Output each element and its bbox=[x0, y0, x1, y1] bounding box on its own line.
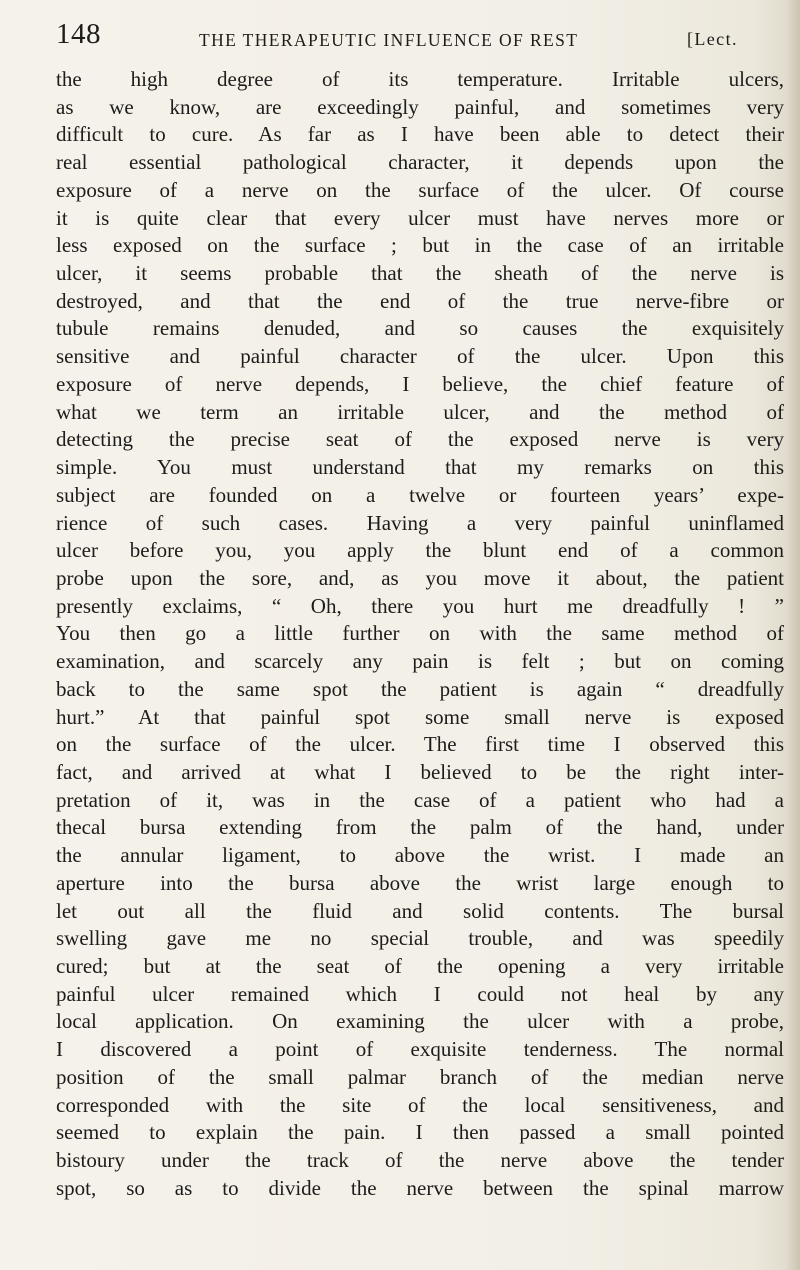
text-line: aperture into the bursa above the wrist large enough to bbox=[56, 870, 784, 895]
text-line: rience of such cases. Having a very painful uninflamed bbox=[56, 510, 784, 535]
text-line: spot, so as to divide the nerve between the spinal marrow bbox=[56, 1175, 784, 1200]
text-line: probe upon the sore, and, as you move it about, the patient bbox=[56, 565, 784, 590]
text-line: thecal bursa extending from the palm of the hand, under bbox=[56, 815, 784, 840]
page-number: 148 bbox=[56, 18, 101, 50]
text-line: local application. On examining the ulcer with a probe, bbox=[56, 1009, 784, 1034]
text-line: subject are founded on a twelve or fourteen years’ expe- bbox=[56, 482, 784, 507]
text-line: pretation of it, was in the case of a patient who had a bbox=[56, 787, 784, 812]
text-line: back to the same spot the patient is again “ dreadfully bbox=[56, 676, 784, 701]
text-line: tubule remains denuded, and so causes the exquisitely bbox=[56, 316, 784, 341]
text-line: sensitive and painful character of the ulcer. Upon this bbox=[56, 344, 784, 369]
text-line: destroyed, and that the end of the true nerve-fibre or bbox=[56, 288, 784, 313]
text-line: position of the small palmar branch of the median nerve bbox=[56, 1064, 784, 1089]
text-line: ulcer before you, you apply the blunt end of a common bbox=[56, 538, 784, 563]
text-line: exposure of a nerve on the surface of the ulcer. Of course bbox=[56, 177, 784, 202]
text-line: the high degree of its temperature. Irritable ulcers, bbox=[56, 67, 784, 91]
text-line: difficult to cure. As far as I have been able to detect their bbox=[56, 122, 784, 147]
text-line: cured; but at the seat of the opening a very irritable bbox=[56, 954, 784, 978]
text-line: simple. You must understand that my remarks on this bbox=[56, 455, 784, 480]
text-line: fact, and arrived at what I believed to be the right inter- bbox=[56, 759, 784, 784]
text-line: You then go a little further on with the same method of bbox=[56, 621, 784, 646]
text-line: painful ulcer remained which I could not heal by any bbox=[56, 981, 784, 1006]
text-line: what we term an irritable ulcer, and the method of bbox=[56, 399, 784, 424]
text-line: as we know, are exceedingly painful, and sometimes very bbox=[56, 94, 784, 119]
text-line: less exposed on the surface ; but in the case of an irritable bbox=[56, 233, 784, 258]
page-edge-shadow bbox=[786, 0, 800, 1270]
text-line: I discovered a point of exquisite tenderness. The normal bbox=[56, 1037, 784, 1062]
text-line: swelling gave me no special trouble, and was speedily bbox=[56, 926, 784, 951]
text-line: it is quite clear that every ulcer must have nerves more or bbox=[56, 205, 784, 230]
text-line: hurt.” At that painful spot some small nerve is exposed bbox=[56, 704, 784, 729]
text-line: real essential pathological character, it depends upon the bbox=[56, 150, 784, 175]
text-line: exposure of nerve depends, I believe, the chief feature of bbox=[56, 371, 784, 396]
text-line: the annular ligament, to above the wrist. I made an bbox=[56, 843, 784, 868]
body-text bbox=[56, 66, 784, 1202]
running-head: THE THERAPEUTIC INFLUENCE OF REST bbox=[199, 30, 579, 50]
text-line: examination, and scarcely any pain is felt ; but on coming bbox=[56, 649, 784, 674]
page-header bbox=[56, 14, 784, 54]
text-line: seemed to explain the pain. I then passed a small pointed bbox=[56, 1120, 784, 1145]
text-line: bistoury under the track of the nerve above the tender bbox=[56, 1148, 784, 1173]
lecture-mark: [Lect. bbox=[687, 29, 738, 49]
text-line: ulcer, it seems probable that the sheath of the nerve is bbox=[56, 261, 784, 286]
text-line: presently exclaims, “ Oh, there you hurt me dreadfully ! ” bbox=[56, 593, 784, 618]
text-line: corresponded with the site of the local sensitiveness, and bbox=[56, 1092, 784, 1117]
text-line: detecting the precise seat of the exposed nerve is very bbox=[56, 427, 784, 452]
text-line: on the surface of the ulcer. The first time I observed this bbox=[56, 732, 784, 757]
text-line: let out all the fluid and solid contents. The bursal bbox=[56, 898, 784, 923]
